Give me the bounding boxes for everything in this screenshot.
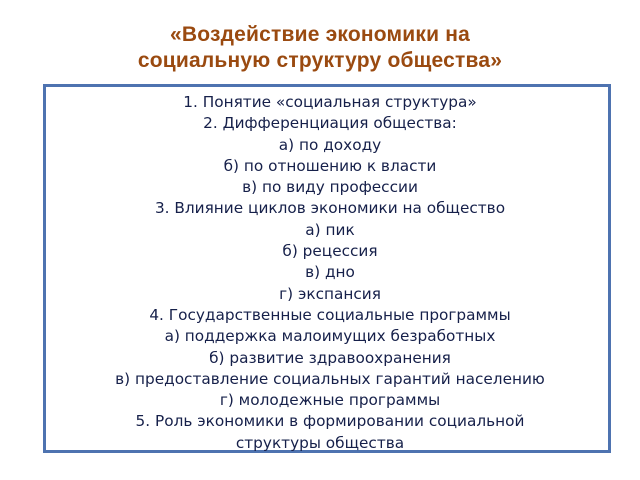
- slide-title-line-2: социальную структуру общества»: [137, 49, 503, 72]
- outline-item: 1. Понятие «социальная структура»: [183, 93, 477, 111]
- outline-item: структуры общества: [235, 433, 405, 452]
- outline-item: 3. Влияние циклов экономики на общество: [154, 199, 506, 218]
- outline-list: [40, 92, 620, 454]
- outline-item: в) предоставление социальных гарантий населению: [115, 369, 545, 388]
- outline-item: б) развитие здравоохранения: [209, 348, 451, 367]
- outline-item: г) молодежные программы: [219, 391, 441, 410]
- outline-item: в) дно: [305, 263, 355, 282]
- outline-item: а) по доходу: [278, 135, 382, 154]
- outline-item: б) рецессия: [282, 242, 378, 261]
- outline-item: 5. Роль экономики в формировании социальной: [135, 412, 525, 431]
- outline-item: а) поддержка малоимущих безработных: [164, 327, 496, 346]
- outline-item: 2. Дифференциация общества:: [203, 114, 457, 133]
- outline-item: а) пик: [305, 220, 355, 239]
- outline-item: б) по отношению к власти: [223, 156, 437, 175]
- slide-title: [0, 22, 640, 74]
- outline-item: в) по виду профессии: [242, 178, 418, 197]
- outline-item: 4. Государственные социальные программы: [149, 305, 511, 324]
- slide-title-line-1: «Воздействие экономики на: [169, 23, 470, 46]
- outline-item: г) экспансия: [279, 284, 381, 303]
